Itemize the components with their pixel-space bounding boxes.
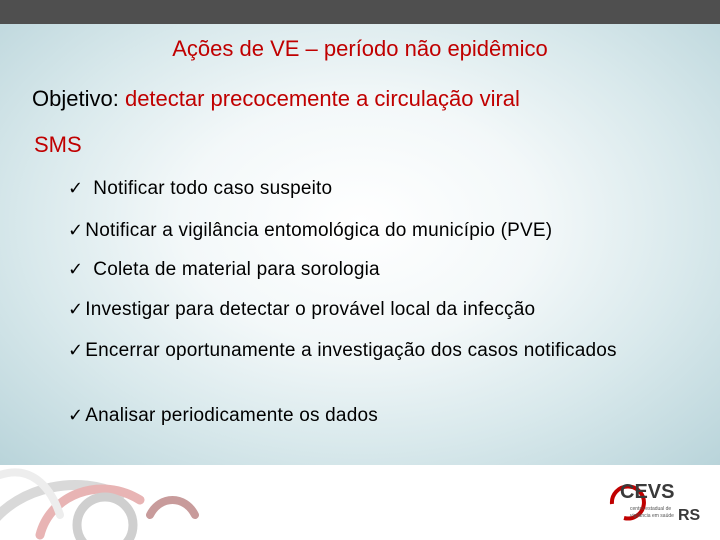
objective-line <box>32 86 520 112</box>
checkmark-icon: ✓ <box>68 220 84 241</box>
objective-label: Objetivo: <box>32 86 119 111</box>
bullet-text: Investigar para detectar o provável local da infecção <box>85 299 536 320</box>
bullet-text: Notificar todo caso suspeito <box>93 178 333 199</box>
bullet-item <box>68 340 668 362</box>
section-heading: SMS <box>34 132 82 157</box>
logo-subtitle-1: centro estadual de <box>630 506 672 512</box>
slide-title: Ações de VE – período não epidêmico <box>172 36 548 61</box>
logo-state: RS <box>678 507 701 524</box>
decorative-rings <box>0 455 200 540</box>
bullet-text: Coleta de material para sorologia <box>93 259 380 280</box>
cevs-logo <box>606 476 706 526</box>
logo-subtitle-2: vigilância em saúde <box>630 513 674 519</box>
bullet-text: Analisar periodicamente os dados <box>85 405 378 426</box>
bullet-item <box>68 405 378 427</box>
bullet-text: Encerrar oportunamente a investigação dos casos notificados <box>85 340 617 361</box>
bullet-text: Notificar a vigilância entomológica do município (PVE) <box>85 220 553 241</box>
checkmark-icon: ✓ <box>68 405 84 426</box>
checkmark-icon: ✓ <box>68 259 84 280</box>
checkmark-icon: ✓ <box>68 178 84 199</box>
checkmark-icon: ✓ <box>68 299 84 320</box>
bullet-item <box>68 220 552 242</box>
bullet-item <box>68 259 380 281</box>
top-bar <box>0 0 720 24</box>
bullet-item <box>68 178 332 200</box>
logo-name: CEVS <box>620 481 675 503</box>
checkmark-icon: ✓ <box>68 340 84 361</box>
bullet-item <box>68 299 535 321</box>
objective-text: detectar precocemente a circulação viral <box>124 86 520 111</box>
